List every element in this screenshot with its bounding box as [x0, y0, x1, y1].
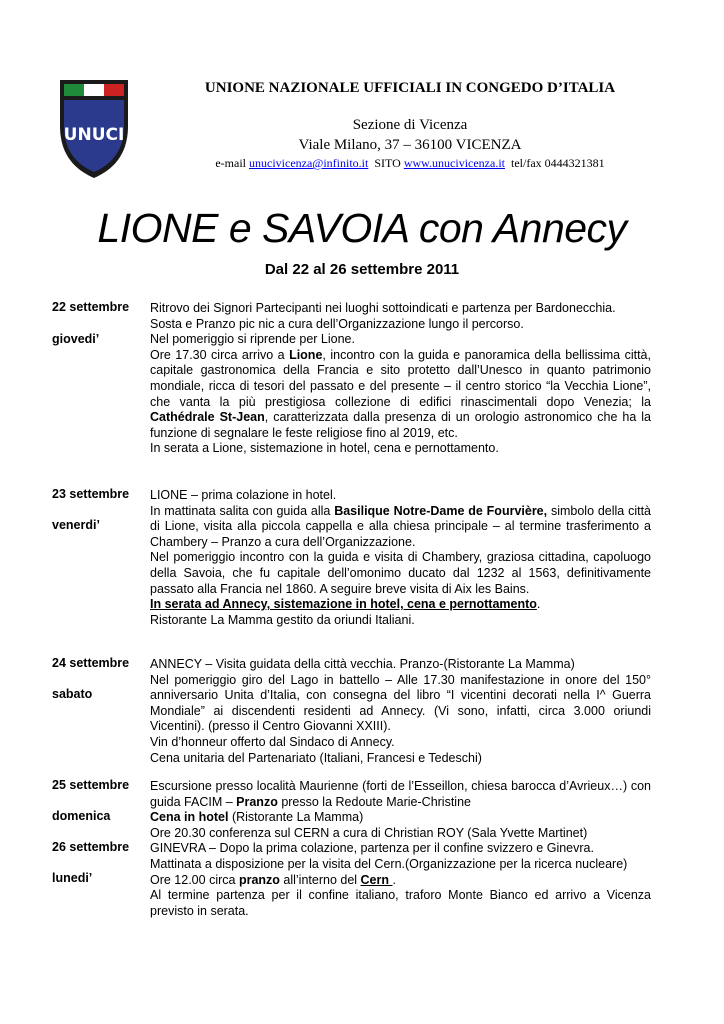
day3-weekday: sabato — [52, 687, 93, 701]
paragraph: Mattinata a disposizione per la visita del Cern.(Organizzazione per la ricerca nucleare) — [150, 856, 628, 871]
day4-day5-program — [150, 779, 651, 919]
bold-run: Basilique Notre-Dame de Fourvière, — [334, 503, 548, 518]
organization-name: UNIONE NAZIONALE UFFICIALI IN CONGEDO D’ITALIA — [204, 80, 616, 96]
day4-date: 25 settembre — [52, 778, 130, 792]
day2-weekday: venerdi’ — [52, 518, 100, 532]
paragraph: GINEVRA – Dopo la prima colazione, partenza per il confine svizzero e Ginevra. — [150, 841, 594, 856]
contact-line — [150, 156, 670, 171]
text-run: , incontro con la guida e panoramica della bellissima città, capitale gastronomica della Francia e sito protetto dall’Unesco in quanto patrimonio mondiale, ricca di tesori del passato e del presente – il centro storico “la Vecchia Lione”, che vanta la più prestigiosa collezione di edifici rinascimentali dopo Venezia; la — [150, 347, 651, 409]
paragraph — [150, 504, 651, 551]
paragraph — [150, 873, 651, 889]
bold-underline-run: Cern — [360, 872, 393, 887]
bold-underline-run: In serata ad Annecy, sistemazione in hotel, cena e pernottamento — [150, 597, 537, 612]
unuci-shield-logo — [54, 70, 134, 180]
site-label: SITO — [374, 156, 401, 170]
paragraph: Al termine partenza per il confine italiano, traforo Monte Bianco ed arrivo a Vicenza previsto in serata. — [150, 888, 651, 918]
day1-weekday: giovedi’ — [52, 332, 100, 346]
day4-weekday: domenica — [52, 809, 111, 823]
paragraph — [150, 348, 651, 442]
email-link[interactable]: unucivicenza@infinito.it — [249, 156, 369, 170]
paragraph: Nel pomeriggio si riprende per Lione. — [150, 332, 355, 347]
paragraph: LIONE – prima colazione in hotel. — [150, 488, 337, 502]
paragraph: Ristorante La Mamma gestito da oriundi Italiani. — [150, 612, 415, 627]
day3-program — [150, 657, 651, 766]
day3-date: 24 settembre — [52, 656, 130, 670]
section-name: Sezione di Vicenza — [352, 117, 468, 133]
bold-run: Cena in hotel — [150, 810, 229, 825]
day5-weekday: lunedi’ — [52, 871, 93, 885]
bold-run: pranzo — [238, 872, 280, 887]
document-title: LIONE e SAVOIA con Annecy — [97, 205, 627, 251]
day2-program — [150, 488, 651, 628]
text-run: Escursione presso località Maurienne (forti de l’Esseillon, chiesa barocca d’Avrieux…) con guida FACIM – — [150, 779, 651, 809]
paragraph — [150, 779, 651, 810]
bold-run: Pranzo — [236, 794, 278, 809]
text-run: . — [392, 872, 396, 887]
text-run: , caratterizzata dalla presenza di un orologio astronomico che ha la funzione di segnalare le feste religiose fino al 2019, etc. — [150, 410, 652, 440]
paragraph: Cena unitaria del Partenariato (Italiani, Francesi e Tedeschi) — [150, 750, 482, 765]
telfax: tel/fax 0444321381 — [511, 156, 605, 170]
text-run: (Ristorante La Mamma) — [228, 810, 364, 825]
day5-date: 26 settembre — [52, 840, 130, 854]
paragraph: ANNECY – Visita guidata della città vecchia. Pranzo-(Ristorante La Mamma) — [150, 657, 575, 671]
text-run: all’interno del — [279, 872, 361, 887]
paragraph: Ore 20.30 conferenza sul CERN a cura di Christian ROY (Sala Yvette Martinet) — [150, 825, 588, 840]
text-run: In mattinata salita con guida alla — [150, 503, 335, 518]
paragraph — [150, 597, 651, 613]
day1-program — [150, 301, 651, 457]
paragraph: Nel pomeriggio incontro con la guida e visita di Chambery, graziosa cittadina, capoluogo della Savoia, che fu capitale dell’omonimo ducato dal 1232 al 1563, definitivamente passato alla Francia nel 1860. A seguire breve visita di Aix les Bains. — [150, 550, 651, 596]
text-run: simbolo della città di Lione, visita alla piccola cappella e alla chiesa principale – al termine trasferimento a Chambery – Pranzo a cura dell’Organizzazione. — [150, 503, 652, 549]
bold-run: Cathédrale St-Jean — [150, 410, 265, 425]
bold-run: Lione — [289, 347, 323, 362]
text-run: . — [536, 597, 541, 612]
text-run: presso la Redoute Marie-Christine — [277, 794, 471, 809]
text-run: Ore 17.30 circa arrivo a — [150, 347, 290, 362]
logo-text: UNUCI — [63, 125, 125, 145]
paragraph: Sosta e Pranzo pic nic a cura dell’Organizzazione lungo il percorso. — [150, 316, 524, 331]
paragraph: In serata a Lione, sistemazione in hotel, cena e pernottamento. — [150, 441, 499, 456]
address: Viale Milano, 37 – 36100 VICENZA — [298, 137, 522, 153]
email-label: e-mail — [215, 156, 246, 170]
trip-dates: Dal 22 al 26 settembre 2011 — [264, 261, 460, 278]
day1-date: 22 settembre — [52, 300, 130, 314]
day2-date: 23 settembre — [52, 487, 130, 501]
site-link[interactable]: www.unucivicenza.it — [403, 156, 505, 170]
paragraph — [150, 810, 651, 826]
paragraph: Ritrovo dei Signori Partecipanti nei luoghi sottoindicati e partenza per Bardonecchia. — [150, 301, 616, 315]
text-run: Ore 12.00 circa — [150, 872, 239, 887]
paragraph: Nel pomeriggio giro del Lago in battello – Alle 17.30 manifestazione in onore del 150° anniversario Unita d’Italia, con consegna del libro “I vicentini decorati nella I^ Guerra Mondiale” ai discendenti residenti ad Annecy. (Vi sono, infatti, circa 3.000 oriundi Vicentini). (presso il Centro Giovanni XXIII). — [150, 672, 651, 734]
paragraph: Vin d’honneur offerto dal Sindaco di Annecy. — [150, 734, 395, 749]
